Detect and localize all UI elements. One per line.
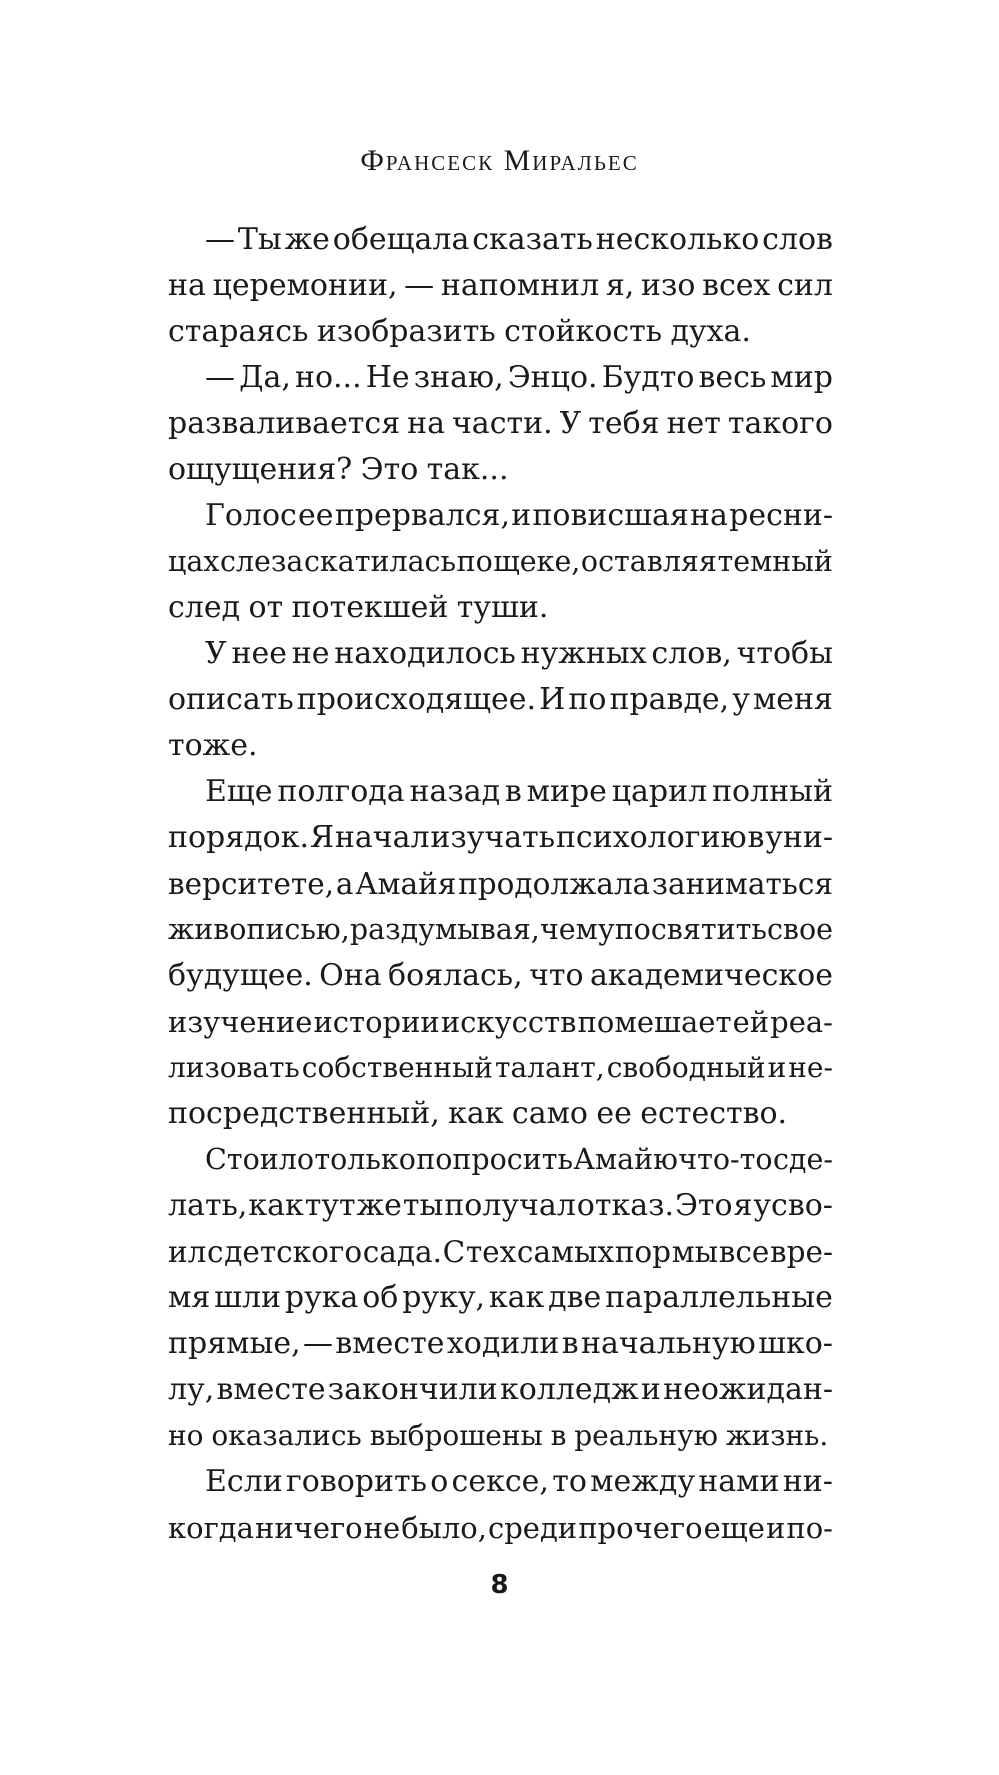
text-line: прямые, — вместе ходили в начальную шко- [168, 1326, 833, 1361]
text-line: разваливается на части. У тебя нет такого [168, 406, 833, 441]
running-head: Франсеск Миральес [360, 144, 639, 177]
text-line: ощущения? Это так... [168, 452, 509, 487]
text-line: мя шли рука об руку, как две параллельные [168, 1280, 833, 1315]
paragraph [168, 769, 833, 1137]
text-line: цах слеза скатилась по щеке, оставляя темный [168, 545, 833, 578]
text-line: описать происходящее. И по правде, у меня [168, 682, 833, 717]
text-line: верситете, а Амайя продолжала заниматься [168, 867, 833, 901]
text-line: но оказались выброшены в реальную жизнь. [168, 1419, 829, 1452]
paragraph [168, 217, 833, 355]
text-line: когда ничего не было, среди прочего еще и по- [168, 1511, 833, 1545]
text-line: Голос ее прервался, и повисшая на ресни- [205, 498, 833, 533]
text-line: живописью, раздумывая, чему посвятить свое [168, 913, 833, 946]
text-line: Стоило только попросить Амайю что-то сде- [205, 1143, 833, 1176]
text-line: тоже. [168, 728, 258, 763]
text-line: след от потекшей туши. [168, 590, 549, 625]
text-line: — Ты же обещала сказать несколько слов [205, 222, 833, 257]
paragraph [168, 493, 833, 631]
text-line: лу, вместе закончили колледж и неожидан- [168, 1372, 833, 1407]
text-line: У нее не находилось нужных слов, чтобы [205, 636, 833, 671]
paragraph [168, 1459, 833, 1551]
text-line: Если говорить о сексе, то между нами ни- [205, 1464, 833, 1499]
text-line: стараясь изобразить стойкость духа. [168, 314, 751, 349]
text-line: посредственный, как само ее естество. [168, 1096, 788, 1131]
text-line: Еще полгода назад в мире царил полный [205, 774, 833, 809]
text-line: — Да, но... Не знаю, Энцо. Будто весь мир [205, 360, 833, 395]
text-line: лать, как тут же ты получал отказ. Это я усво- [168, 1188, 833, 1223]
paragraph [168, 355, 833, 493]
page-number: 8 [490, 1570, 509, 1600]
text-line: ил с детского сада. С тех самых пор мы все вре- [168, 1235, 833, 1269]
text-line: на церемонии, — напомнил я, изо всех сил [168, 268, 833, 303]
text-line: порядок. Я начал изучать психологию в уни- [168, 820, 833, 855]
text-line: лизовать собственный талант, свободный и не- [168, 1051, 833, 1084]
text-line: изучение истории искусств помешает ей реа- [168, 1005, 833, 1039]
text-line: будущее. Она боялась, что академическое [168, 958, 833, 993]
body-text [168, 217, 833, 1551]
paragraph [168, 631, 833, 769]
paragraph [168, 1137, 833, 1459]
